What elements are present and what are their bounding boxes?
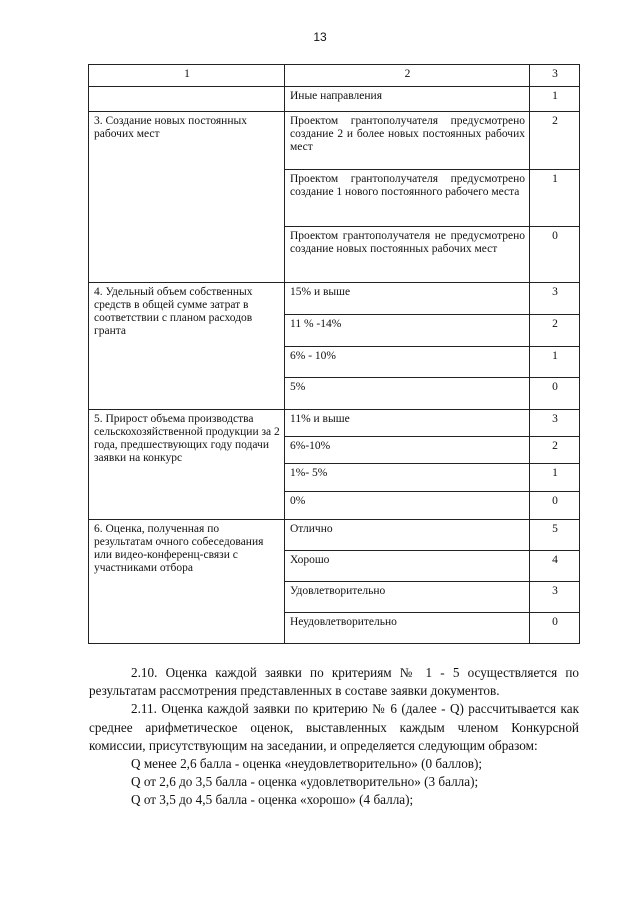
criterion-cell: 4. Удельный объем собственных средств в общей сумме затрат в соответствии с планом расходов гранта <box>89 283 285 410</box>
score-cell: 1 <box>530 87 580 112</box>
score-cell: 3 <box>530 283 580 315</box>
option-cell: Хорошо <box>285 551 530 582</box>
score-cell: 0 <box>530 492 580 520</box>
option-cell: 1%- 5% <box>285 464 530 492</box>
option-cell: 0% <box>285 492 530 520</box>
score-cell: 3 <box>530 582 580 613</box>
score-cell: 0 <box>530 378 580 410</box>
option-cell: Проектом грантополучателя не предусмотрено создание новых постоянных рабочих мест <box>285 227 530 283</box>
criterion-cell: 6. Оценка, полученная по результатам очного собеседования или видео-конференц-связи с участниками отбора <box>89 520 285 644</box>
header-col-1: 1 <box>89 65 285 87</box>
page-number: 13 <box>313 30 327 44</box>
score-cell: 4 <box>530 551 580 582</box>
option-cell: Иные направления <box>285 87 530 112</box>
score-cell: 5 <box>530 520 580 551</box>
table-header-row <box>89 65 580 87</box>
rule-line-3: Q от 3,5 до 4,5 балла - оценка «хорошо» (4 балла); <box>131 792 414 808</box>
score-cell: 1 <box>530 347 580 378</box>
paragraph-2-10: 2.10. Оценка каждой заявки по критериям № 1 - 5 осуществляется по результатам рассмотрения представленных в составе заявки документов. <box>89 665 579 699</box>
option-cell: 6%-10% <box>285 437 530 464</box>
score-cell: 2 <box>530 315 580 347</box>
criteria-table <box>88 64 580 644</box>
option-cell: 11% и выше <box>285 410 530 437</box>
option-cell: Неудовлетворительно <box>285 613 530 644</box>
table-row <box>89 112 580 170</box>
score-cell: 3 <box>530 410 580 437</box>
table-row <box>89 520 580 551</box>
criterion-cell-empty <box>89 87 285 112</box>
option-cell: 5% <box>285 378 530 410</box>
score-cell: 0 <box>530 227 580 283</box>
paragraph-2-11: 2.11. Оценка каждой заявки по критерию № 6 (далее - Q) рассчитывается как среднее арифметическое оценок, выставленных каждым членом Конкурсной комиссии, присутствующим на заседании, и определяется следующим образом: <box>89 701 579 753</box>
score-cell: 2 <box>530 437 580 464</box>
header-col-2: 2 <box>285 65 530 87</box>
score-cell: 1 <box>530 464 580 492</box>
table-row <box>89 283 580 315</box>
table-row <box>89 87 580 112</box>
score-cell: 1 <box>530 170 580 227</box>
rule-line-2: Q от 2,6 до 3,5 балла - оценка «удовлетворительно» (3 балла); <box>131 774 479 790</box>
option-cell: Проектом грантополучателя предусмотрено создание 1 нового постоянного рабочего места <box>285 170 530 227</box>
criterion-cell: 5. Прирост объема производства сельскохозяйственной продукции за 2 года, предшествующих году подачи заявки на конкурс <box>89 410 285 520</box>
header-col-3: 3 <box>530 65 580 87</box>
body-text <box>89 664 579 810</box>
option-cell: 6% - 10% <box>285 347 530 378</box>
rule-line-1: Q менее 2,6 балла - оценка «неудовлетворительно» (0 баллов); <box>131 756 483 772</box>
option-cell: 11 % -14% <box>285 315 530 347</box>
score-cell: 2 <box>530 112 580 170</box>
table-row <box>89 410 580 437</box>
option-cell: Удовлетворительно <box>285 582 530 613</box>
option-cell: 15% и выше <box>285 283 530 315</box>
option-cell: Отлично <box>285 520 530 551</box>
option-cell: Проектом грантополучателя предусмотрено создание 2 и более новых постоянных рабочих мест <box>285 112 530 170</box>
criterion-cell: 3. Создание новых постоянных рабочих мест <box>89 112 285 283</box>
score-cell: 0 <box>530 613 580 644</box>
